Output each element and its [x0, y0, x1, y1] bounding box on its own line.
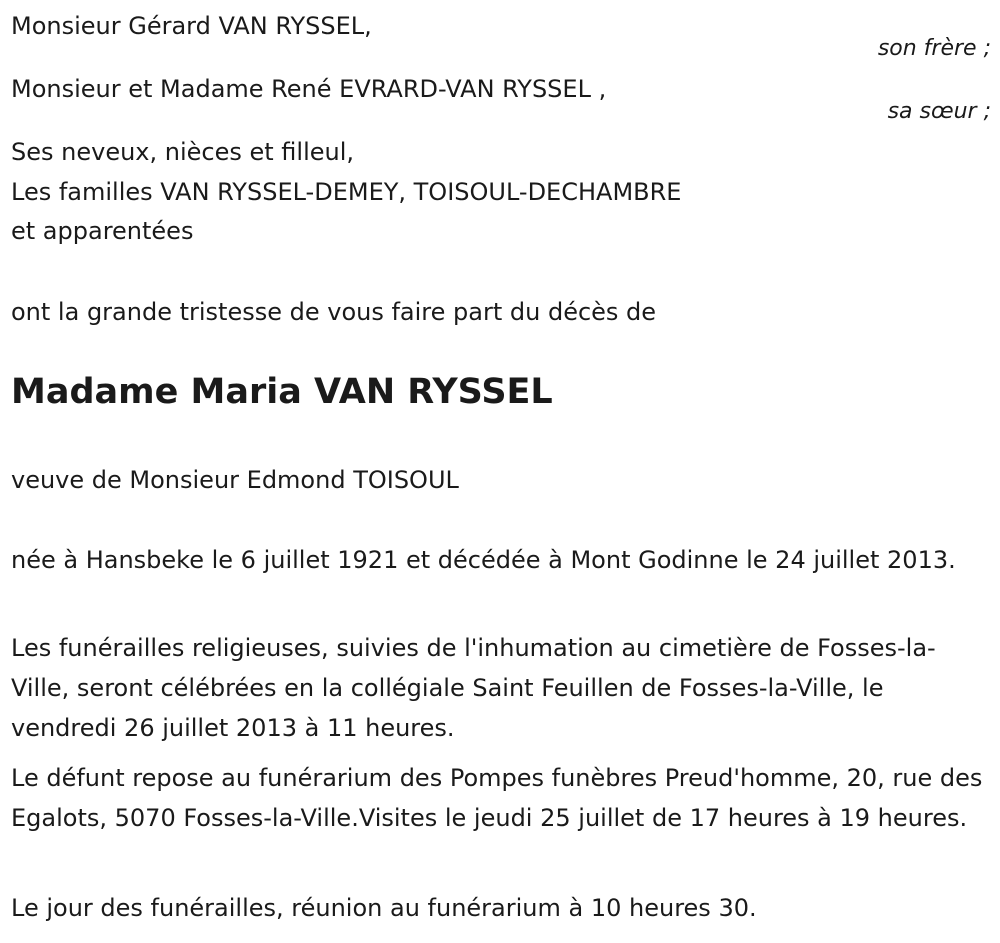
funeral-text: Les funérailles religieuses, suivies de l'inhumation au cimetière de Fosses-la-Ville, seront célébrées en la collégiale Saint Feuillen de Fosses-la-Ville, le vendredi 26 juillet 2013 à 11 heures. [11, 634, 936, 742]
announcement-text: ont la grande tristesse de vous faire part du décès de [11, 298, 657, 326]
widow-of-text: veuve de Monsieur Edmond TOISOUL [11, 466, 459, 494]
family-member-brother: Monsieur Gérard VAN RYSSEL, [11, 12, 372, 40]
relation-brother: son frère ; [877, 36, 991, 61]
visitation-text: Le défunt repose au funérarium des Pompes funèbres Preud'homme, 20, rue des Egalots, 5070 Fosses-la-Ville.Visites le jeudi 25 juillet de 17 heures à 19 heures. [11, 764, 983, 832]
family-member-sister: Monsieur et Madame René EVRARD-VAN RYSSEL , [11, 75, 607, 103]
other-relatives-nephews: Ses neveux, nièces et filleul, [11, 138, 355, 166]
meeting-text: Le jour des funérailles, réunion au funérarium à 10 heures 30. [11, 894, 757, 922]
other-relatives-families: Les familles VAN RYSSEL-DEMEY, TOISOUL-DECHAMBRE [11, 178, 682, 206]
relation-sister: sa sœur ; [887, 99, 991, 124]
birth-death-text: née à Hansbeke le 6 juillet 1921 et décédée à Mont Godinne le 24 juillet 2013. [11, 546, 956, 574]
other-relatives-related: et apparentées [11, 217, 194, 245]
deceased-name: Madame Maria VAN RYSSEL [11, 372, 553, 412]
